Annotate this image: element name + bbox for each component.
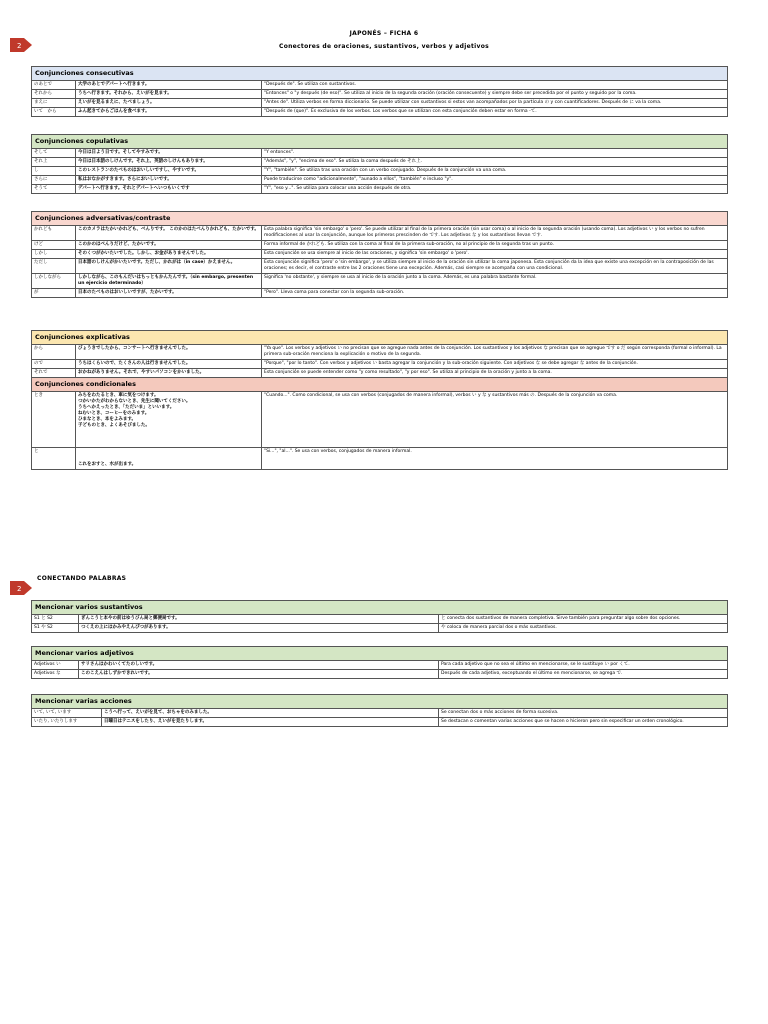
term-cell: さらに (32, 175, 76, 184)
table-row (32, 89, 728, 98)
example-cell: 今日は日本語のしけんです。それ上、英語のしけんもあります。 (76, 157, 262, 166)
description-cell: Esta palabra significa 'sin embargo' o 'pero'. Se puede utilizar al final de la primera oración (sin usar coma) o al inicio de la segunda oración (usando coma). Los adjetivos い y los verbos no sufren modificaciones al usar la conjunción, aunque los primeros prescinden de です. Los adjetivos な y los sustantivos llevan です. (262, 225, 728, 240)
description-cell: や coloca de manera parcial dos o más sustantivos. (439, 623, 728, 632)
section-title-acciones: Mencionar varias acciones (32, 695, 728, 709)
term-cell: のあとで (32, 80, 76, 89)
term-cell: まえに (32, 98, 76, 107)
example-cell: ふん起きてからごはんを食べます。 (76, 107, 262, 116)
term-cell: いたり, いたりします (32, 717, 102, 726)
table-row (32, 249, 728, 258)
term-cell: ただし (32, 259, 76, 274)
table-row (32, 166, 728, 175)
arrow-badge-icon (10, 581, 32, 595)
example-cell: 日本のたべものはおいしいですが、たかいです。 (76, 289, 262, 298)
description-cell: "Después de (que)". Es exclusiva de los verbos. Los verbos que se utilizan con esta conjunción deben estar en forma -て. (262, 107, 728, 116)
example-cell: つくえの上にはかみやえんぴつがあります。 (79, 623, 439, 632)
term-cell: いて から (32, 107, 76, 116)
description-cell: Puede traducirse como "adicionalmente", "aunado a ellos", "también" e incluso "y". (262, 175, 728, 184)
example-cell: うちはくらいので、たくさんの人は行きませんでした。 (76, 359, 262, 368)
example-line: うちへかえったとき、「ただいま」といいます。 (78, 404, 175, 410)
table-row (32, 274, 728, 289)
badge-number: 2 (17, 42, 22, 50)
table-row (32, 344, 728, 359)
description-cell: "Si...", "al...". Se usa con verbos, conjugados de manera informal. (262, 447, 728, 469)
example-cell: おかねがありません。それで、やすいパソコンをかいました。 (76, 368, 262, 377)
table-consecutivas (31, 66, 728, 117)
table-row (32, 225, 728, 240)
table-row (32, 391, 728, 447)
example-line: ねむいとき、コーヒーをのみます。 (78, 410, 150, 416)
table-mencionar-acciones (31, 694, 728, 727)
table-row (32, 259, 728, 274)
description-cell: Esta conjunción se puede entender como "y como resultado", "y por eso". Se utiliza al principio de la oración y junto a la coma. (262, 368, 728, 377)
description-cell: "Y", "eso y...". Se utiliza para colocar una acción después de otra. (262, 185, 728, 194)
table-mencionar-sustantivos (31, 600, 728, 633)
table-row (32, 80, 728, 89)
example-cell: 日曜日はテニスをしたり、えいがを見たりします。 (102, 717, 439, 726)
term-cell: が (32, 289, 76, 298)
table-row (32, 289, 728, 298)
arrow-badge-icon (10, 38, 32, 52)
table-row (32, 98, 728, 107)
term-cell: し (32, 166, 76, 175)
term-cell: かれども (32, 225, 76, 240)
example-cell (76, 391, 262, 447)
table-explicativas (31, 330, 728, 470)
description-cell: "Y entonces". (262, 148, 728, 157)
description-cell: "Entonces" o "y después (de eso)". Se utiliza al inicio de la segunda oración (oración consecuente) y siempre debe ser precedida por el punto y seguido por la coma. (262, 89, 728, 98)
page-title: JAPONÉS – FICHA 6 (349, 30, 419, 37)
term-cell: それ上 (32, 157, 76, 166)
table-row (32, 107, 728, 116)
term-cell: Adjetivos な (32, 669, 79, 678)
description-cell: Se destacan o comentan varias acciones que se hacen o hicieron pero sin especificar un orden cronológico. (439, 717, 728, 726)
example-cell: 大学のあとでデパートへ行きます。 (76, 80, 262, 89)
description-cell: と conecta dos sustantivos de manera completiva. Sirve también para preguntar algo sobre dos opciones. (439, 614, 728, 623)
term-cell: ので (32, 359, 76, 368)
description-cell: Significa 'no obstante', y siempre se usa al inicio de la oración junto a la coma. Además, es una palabra bastante formal. (262, 274, 728, 289)
term-cell: と (32, 447, 76, 469)
example-cell: このカメラはたかいかれども、ベんりです。 このかのはたべんりかれども、たかいです。 (76, 225, 262, 240)
term-cell: けど (32, 240, 76, 249)
description-cell: "Ya que". Los verbos y adjetivos い no precisan que se agregue nada antes de la conjunción. Los sustantivos y los adjetivos な precisan que se agregue です o だ según corresponda (formal o informal). La primera sub-oración menciona la explicación o motivo de la segunda. (262, 344, 728, 359)
term-cell: しかし (32, 249, 76, 258)
example-line: ひまなとき、本をよみます。 (78, 417, 136, 423)
table-row (32, 157, 728, 166)
example-line: つかいかたがわからないとき、先生に聞いてください。 (78, 398, 191, 404)
term-cell: それから (32, 89, 76, 98)
example-cell: 今日は日よう日です。そしてやすみです。 (76, 148, 262, 157)
example-cell (76, 447, 262, 469)
description-cell: "Pero". Lleva coma para conectar con la segunda sub-oración. (262, 289, 728, 298)
term-cell: とき (32, 391, 76, 447)
table-copulativas (31, 134, 728, 194)
term-cell: から (32, 344, 76, 359)
example-cell: こうへ行って、えいがを見て、おちゃをのみました。 (102, 708, 439, 717)
description-cell: "Antes de". Utiliza verbos en forma diccionario. Se puede utilizar con sustantivos si estos van acompañados por la partícula の y con cuantificadores. Después de に va la coma. (262, 98, 728, 107)
term-cell: そして (32, 148, 76, 157)
badge-number: 2 (17, 585, 22, 593)
description-cell: Forma informal de かれども. Se utiliza con la coma al final de la primera sub-oración, no al principio de la segunda tras un punto. (262, 240, 728, 249)
description-cell: Esta conjunción se usa siempre al inicio de las oraciones, y significa 'sin embargo' o 'pero'. (262, 249, 728, 258)
table-row (32, 148, 728, 157)
second-part-title: CONECTANDO PALABRAS (37, 575, 127, 582)
description-cell: "Cuando...". Como condicional, se usa con verbos (conjugados de manera informal), verbos い y な y sustantivos más の. Después de la conjunción va coma. (262, 391, 728, 447)
term-cell: Adjetivos い (32, 660, 79, 669)
table-row (32, 447, 728, 469)
example-cell: このかのはベんりだけど、たかいです。 (76, 240, 262, 249)
section-title-explicativas: Conjunciones explicativas (32, 331, 728, 345)
example-cell: デパートへ行きます。それとデパートへいつもいくです (76, 185, 262, 194)
description-cell: "Después de". Se utiliza con sustantivos. (262, 80, 728, 89)
term-cell: しかしながら (32, 274, 76, 289)
table-row (32, 240, 728, 249)
section-title-condicionales: Conjunciones condicionales (32, 378, 728, 392)
term-cell: それで (32, 368, 76, 377)
table-row (32, 623, 728, 632)
table-row (32, 359, 728, 368)
page-subtitle: Conectores de oraciones, sustantivos, verbos y adjetivos (278, 43, 489, 50)
term-cell: そうて (32, 185, 76, 194)
table-row (32, 717, 728, 726)
description-cell: Después de cada adjetivo, exceptuando el último en mencionarse, se agrega で. (439, 669, 728, 678)
example-line: これをおすと、水が出ます。 (78, 461, 137, 467)
description-cell: Esta conjunción significa 'pero' o 'sin embargo', y se utiliza siempre al inicio de la oración sin utilizar la coma japonesa. Esta conjunción da la idea que existe una excepción en la contraposición de las oraciones; es decir, el contraste entre las 2 oraciones tiene una excepción. Además, casi siempre se acompaña con una condicional. (262, 259, 728, 274)
table-mencionar-adjetivos (31, 646, 728, 679)
example-cell: ぎんこうと本やの前はゆうびん局と郵便局です。 (79, 614, 439, 623)
example-cell: びょうきでしたから、コンサートへ行きませんでした。 (76, 344, 262, 359)
example-cell: このこえんはしずかできれいです。 (79, 669, 439, 678)
example-cell: そのくつがかいたいでした。しかし、お金がありませんでした。 (76, 249, 262, 258)
term-cell: S1 と S2 (32, 614, 79, 623)
table-row (32, 708, 728, 717)
table-row (32, 660, 728, 669)
example-cell: しかしながら、このもんだいはちっともかんたんです。（sin embargo, presenten un ejercicio determinado） (76, 274, 262, 289)
example-cell: 私はおなかがすきます。さらにおいしいです。 (76, 175, 262, 184)
table-row (32, 185, 728, 194)
example-line: みちをわたるとき、車に気をつけます。 (78, 392, 159, 398)
table-row (32, 175, 728, 184)
section-title-adversativas: Conjunciones adversativas/contraste (32, 212, 728, 226)
table-row (32, 614, 728, 623)
example-cell: サリさんはかわいくてたのしいです。 (79, 660, 439, 669)
example-line: 子どものとき、よくあそびました。 (78, 423, 150, 429)
section-title-adjetivos: Mencionar varios adjetivos (32, 647, 728, 661)
section-title-copulativas: Conjunciones copulativas (32, 135, 728, 149)
table-row (32, 669, 728, 678)
example-cell: うちへ行きます。それから、えいがを見ます。 (76, 89, 262, 98)
description-cell: Se conectan dos o más acciones de forma sucesiva. (439, 708, 728, 717)
section-title-consecutivas: Conjunciones consecutivas (32, 67, 728, 81)
description-cell: "Porque", "por lo tanto". Con verbos y adjetivos い basta agregar la conjunción y la sub-oración siguiente. Con adjetivos な se debe agregar な antes de la conjunción. (262, 359, 728, 368)
example-cell: このレストランのたべものはおいしいですし、やすいです。 (76, 166, 262, 175)
term-cell: S1 や S2 (32, 623, 79, 632)
table-row (32, 368, 728, 377)
description-cell: "Y", "también". Se utiliza tras una oración con un verbo conjugado. Después de la conjunción va una coma. (262, 166, 728, 175)
description-cell: "Además", "y", "encima de eso". Se utiliza la coma después de それ上. (262, 157, 728, 166)
term-cell: いて, いて, います (32, 708, 102, 717)
example-cell: えいがを見るまえに、たべましょう。 (76, 98, 262, 107)
table-adversativas (31, 211, 728, 298)
section-title-sustantivos: Mencionar varios sustantivos (32, 601, 728, 615)
example-cell: 日本語のしけんがかいたいです。ただし、かれがは（in case）かえません。 (76, 259, 262, 274)
description-cell: Para cada adjetivo que no sea el último en mencionarse, se le sustituye い por くて. (439, 660, 728, 669)
